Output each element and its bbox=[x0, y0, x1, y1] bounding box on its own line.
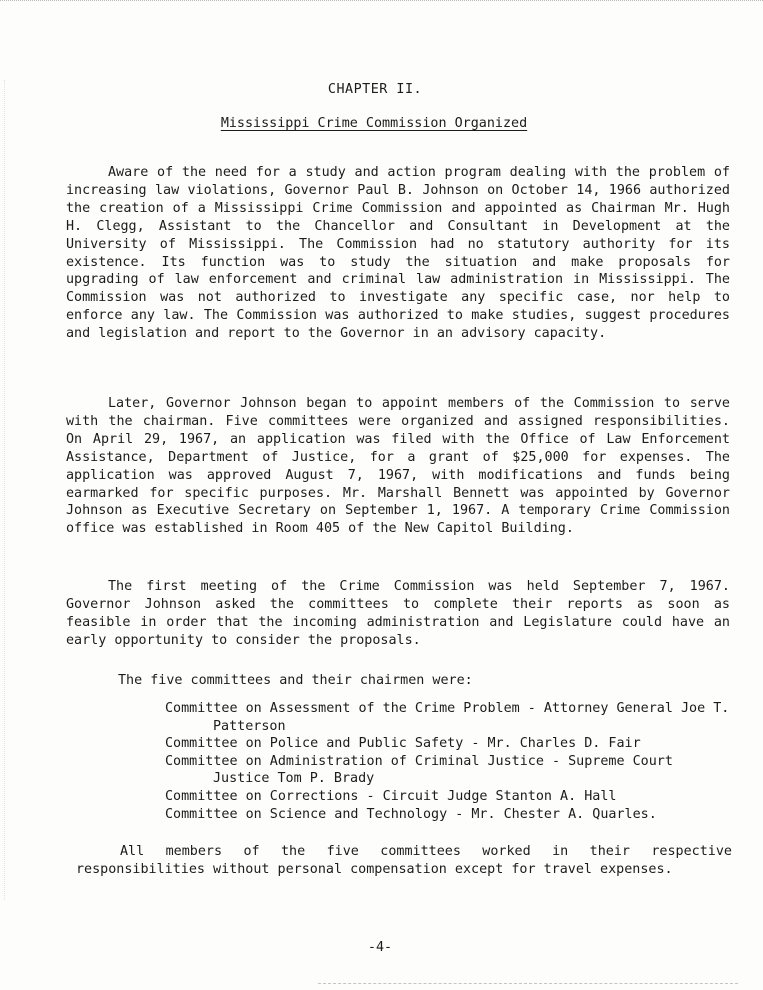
paragraph-1: Aware of the need for a study and action program dealing with the problem of increasing law violations, Governor Paul B. Johnson on October 14, 1966 authorized the creation of a Mississippi Crime Commission and appointed as Chairman Mr. Hugh H. Clegg, Assistant to the Chancellor and Consultant in Development at the University of Mississippi. The Commission had no statutory authority for its existence. Its function was to study the situation and make proposals for upgrading of law enforcement and criminal law administration in Mississippi. The Commission was not authorized to investigate any specific case, nor help to enforce any law. The Commission was authorized to make studies, suggest procedures and legislation and report to the Governor in an advisory capacity. bbox=[66, 165, 730, 342]
committee-list bbox=[165, 700, 730, 823]
chapter-title bbox=[0, 116, 748, 131]
committee-item: Committee on Corrections - Circuit Judge Stanton A. Hall bbox=[165, 788, 617, 804]
top-edge-dots bbox=[0, 0, 763, 5]
paragraph-2: Later, Governor Johnson began to appoint members of the Commission to serve with the chairman. Five committees were organized and assigned responsibilities. On April 29, 1967, an application was filed with the Office of Law Enforcement Assistance, Department of Justice, for a grant of $25,000 for expenses. The application was approved August 7, 1967, with modifications and funds being earmarked for specific purposes. Mr. Marshall Bennett was appointed by Governor Johnson as Executive Secretary on September 1, 1967. A temporary Crime Commission office was established in Room 405 of the New Capitol Building. bbox=[66, 396, 730, 537]
left-edge-specks bbox=[4, 80, 7, 900]
paragraph-5: All members of the five committees worked in their respective responsibilities without personal compensation except for travel expenses. bbox=[76, 844, 732, 877]
page-number: -4- bbox=[367, 940, 393, 955]
chapter-title-text: Mississippi Crime Commission Organized bbox=[220, 116, 528, 131]
bottom-edge-rule bbox=[318, 983, 738, 984]
paragraph-3: The first meeting of the Crime Commission was held September 7, 1967. Governor Johnson asked the committees to complete their reports as soon as feasible in order that the incoming administration and Legislature could have an early opportunity to consider the proposals. bbox=[66, 579, 730, 648]
committee-item: Committee on Assessment of the Crime Problem - Attorney General Joe T. Patterson bbox=[165, 701, 730, 734]
committee-item: Committee on Police and Public Safety - Mr. Charles D. Fair bbox=[165, 736, 641, 752]
committees-intro: The five committees and their chairmen were: bbox=[118, 673, 473, 688]
committee-item: Committee on Administration of Criminal Justice - Supreme Court Justice Tom P. Brady bbox=[165, 753, 673, 787]
committee-item: Committee on Science and Technology - Mr. Chester A. Quarles. bbox=[165, 806, 657, 822]
chapter-heading: CHAPTER II. bbox=[327, 82, 423, 97]
